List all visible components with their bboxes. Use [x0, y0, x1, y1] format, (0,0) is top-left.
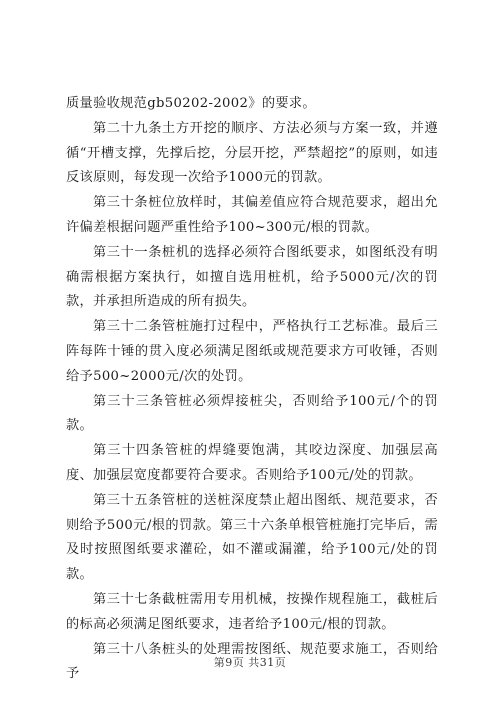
- paragraph-article-31: 第三十一条桩机的选择必须符合图纸要求，如图纸没有明确需根据方案执行，如擅自选用桩机，给予5000元/次的罚款，并承担所造成的所有损失。: [66, 244, 438, 310]
- page-footer: 第9页 共31页: [213, 656, 287, 669]
- paragraph-article-35-36: 第三十五条管桩的送桩深度禁止超出图纸、规范要求，否则给予500元/根的罚款。第三十六条单根管桩施打完毕后，需及时按照图纸要求灌砼，如不灌或漏灌，给予100元/处的罚款。: [66, 492, 438, 583]
- paragraph-continuation: 质量验收规范gb50202-2002》的要求。: [66, 96, 316, 111]
- paragraph-article-33: 第三十三条管桩必须焊接桩尖，否则给予100元/个的罚款。: [66, 393, 438, 434]
- paragraph-article-29: 第二十九条土方开挖的顺序、方法必须与方案一致，并遵循“开槽支撑，先撑后挖，分层开挖，严禁超挖”的原则，如违反该原则，每发现一次给予1000元的罚款。: [66, 120, 438, 186]
- paragraph-article-38: 第三十八条桩头的处理需按图纸、规范要求施工，否则给予: [66, 641, 438, 682]
- paragraph-article-30: 第三十条桩位放样时，其偏差值应符合规范要求，超出允许偏差根据问题严重性给予100~300元/根的罚款。: [66, 195, 438, 235]
- paragraph-article-37: 第三十七条截桩需用专用机械，按操作规程施工，截桩后的标高必须满足图纸要求，违者给予100元/根的罚款。: [66, 591, 438, 632]
- document-body: [66, 92, 438, 687]
- paragraph-article-34: 第三十四条管桩的焊缝要饱满，其咬边深度、加强层高度、加强层宽度都要符合要求。否则给予100元/处的罚款。: [66, 443, 438, 483]
- paragraph-article-32: 第三十二条管桩施打过程中，严格执行工艺标准。最后三阵每阵十锤的贯入度必须满足图纸或规范要求方可收锤，否则给予500~2000元/次的处罚。: [66, 319, 438, 384]
